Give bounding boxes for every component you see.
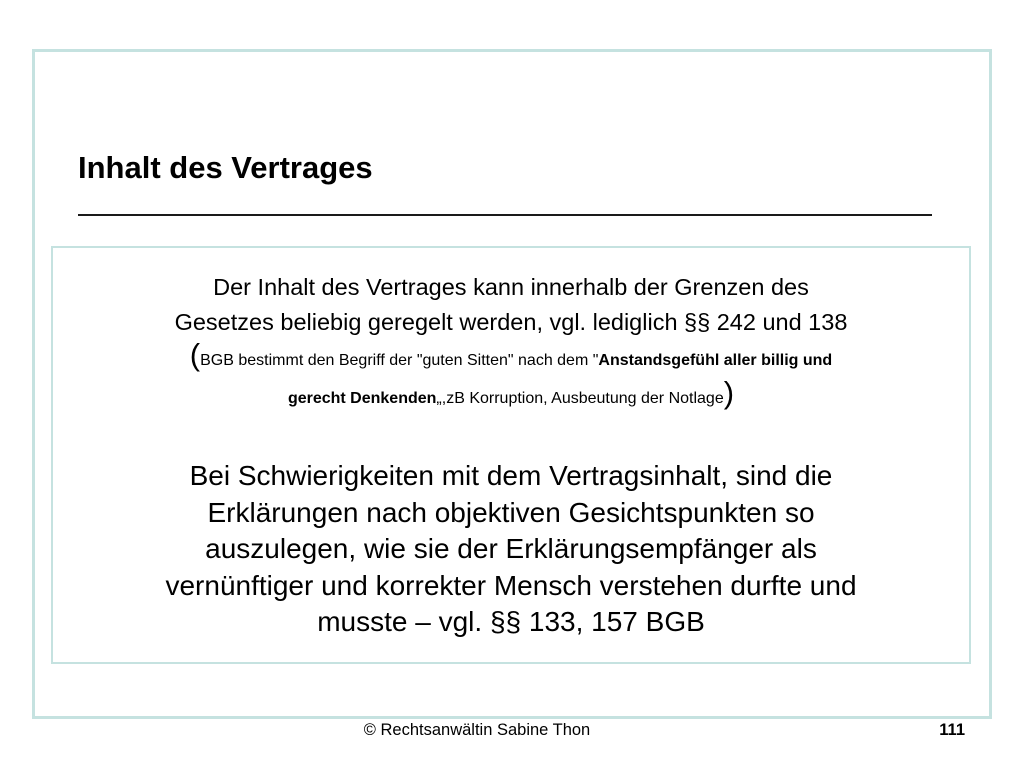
close-parenthesis: ) [723, 375, 735, 410]
paragraph2-line: Erklärungen nach objektiven Gesichtspunkten so [207, 496, 815, 528]
title-underline [78, 214, 932, 216]
contract-content-paragraph [53, 270, 969, 416]
page-number: 111 [939, 721, 965, 739]
paragraph1-line4-text: „,zB Korruption, Ausbeutung der Notlage [436, 390, 724, 407]
interpretation-paragraph [53, 458, 969, 641]
paragraph1-line3-bold: Anstandsgefühl aller billig und [598, 352, 833, 369]
paragraph1-line3 [53, 337, 969, 378]
paragraph1-line2: Gesetzes beliebig geregelt werden, vgl. lediglich §§ 242 und 138 [174, 309, 848, 335]
slide-title: Inhalt des Vertrages [78, 150, 373, 185]
paragraph2-line: vernünftiger und korrekter Mensch verstehen durfte und [165, 569, 857, 601]
paragraph1-line4-bold: gerecht Denkenden [287, 390, 437, 407]
paragraph2-line: Bei Schwierigkeiten mit dem Vertragsinhalt, sind die [189, 460, 833, 491]
paragraph1-line1: Der Inhalt des Vertrages kann innerhalb der Grenzen des [213, 274, 809, 300]
paragraph1-line3-text: BGB bestimmt den Begriff der "guten Sitten" nach dem " [200, 352, 599, 369]
paragraph2-line: musste – vgl. §§ 133, 157 BGB [317, 606, 705, 637]
content-box [51, 246, 971, 664]
paragraph2-line: auszulegen, wie sie der Erklärungsempfänger als [205, 533, 817, 564]
footer-copyright: © Rechtsanwältin Sabine Thon [363, 721, 591, 739]
open-parenthesis: ( [189, 337, 201, 372]
paragraph1-line4 [53, 375, 969, 416]
